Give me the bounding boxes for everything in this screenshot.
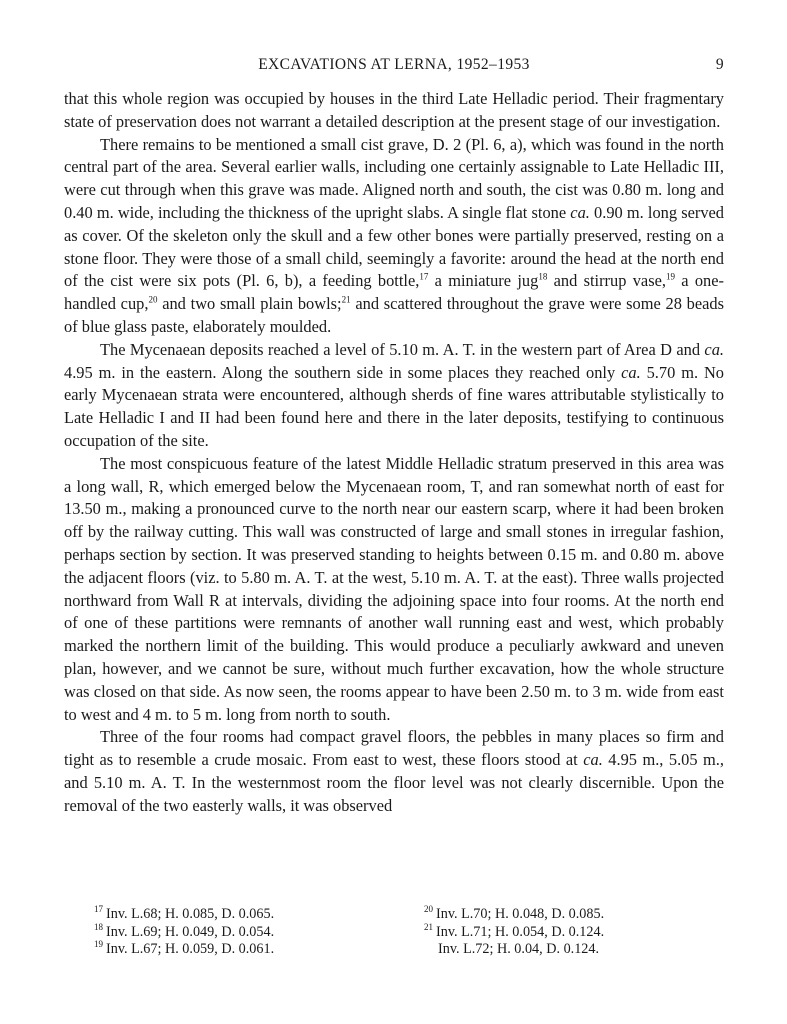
footnote-ref-17[interactable]: 17 [419,271,429,282]
footnote-19: $^{19}$ Inv. L.67; H. 0.059, D. 0.061. [94,939,275,958]
footnotes-right-column [424,906,744,959]
paragraph-3: The Mycenaean deposits reached a level of 5.10 m. A. T. in the western part of Area D and ca. 4.95 m. in the eastern. Along the southern side in some places they reached only ca. 5.70 m. No early Mycenaean strata were encountered, although sherds of fine wares attributable stylistically to Late Helladic I and II had been found here and there in the later deposits, testifying to continuous occupation of the site. [64,339,724,450]
circa-abbrev: ca. [704,339,724,359]
footnotes-left-column [94,906,414,959]
footnote-21-continued: Inv. L.72; H. 0.04, D. 0.124. [438,941,600,958]
footnote-ref-21[interactable]: 21 [341,294,351,305]
footnote-21: $^{21}$ Inv. L.71; H. 0.054, D. 0.124. [424,921,605,940]
paragraph-1: that this whole region was occupied by houses in the third Late Helladic period. Their fragmentary state of preservation does not warrant a detailed description at the present stage of our investigation. [64,89,724,131]
paragraph-4: The most conspicuous feature of the latest Middle Helladic stratum preserved in this area was a long wall, R, which emerged below the Mycenaean room, T, and ran somewhat north of east for 13.50 m., making a pronounced curve to the north near our eastern scarp, where it had been broken off by the railway cutting. This wall was constructed of large and small stones in irregular fashion, perhaps section by section. It was preserved standing to heights between 0.15 m. and 0.80 m. above the adjacent floors (viz. to 5.80 m. A. T. at the west, 5.10 m. A. T. at the east). Three walls projected northward from Wall R at intervals, dividing the adjoining space into four rooms. At the north end of one of these partitions were remnants of another wall running east and west, which probably marked the northern limit of the building. This would produce a peculiarly awkward and uneven plan, however, and we cannot be sure, without much further excavation, how the whole structure was closed on that side. As now seen, the rooms appear to have been 2.50 m. to 3 m. wide from east to west and 4 m. to 5 m. long from north to south. [64,453,724,724]
body-text [64,88,724,818]
footnote-ref-20[interactable]: 20 [148,294,158,305]
paragraph-2: There remains to be mentioned a small cist grave, D. 2 (Pl. 6, a), which was found in the north central part of the area. Several earlier walls, including one certainly assignable to Late Helladic III, were cut through when this grave was made. Aligned north and south, the cist was 0.80 m. long and 0.40 m. wide, including the thickness of the upright slabs. A single flat stone ca. 0.90 m. long served as cover. Of the skeleton only the skull and a few other bones were partially preserved, resting on a stone floor. They were those of a small child, seemingly a favorite: around the head at the north end of the cist were six pots (Pl. 6, b), a feeding bottle,$^{17}$ a miniature jug$^{18}$ and stirrup vase,$^{19}$ a one-handled cup,$^{20}$ and two small plain bowls;$^{21}$ and scattered throughout the grave were some 28 beads of blue glass paste, elaborately moulded. [64,134,724,336]
circa-abbrev: ca. [621,362,641,382]
running-title: EXCAVATIONS AT LERNA, 1952–1953 [258,56,530,73]
paragraph-5: Three of the four rooms had compact gravel floors, the pebbles in many places so firm and tight as to resemble a crude mosaic. From east to west, these floors stood at ca. 4.95 m., 5.05 m., and 5.10 m. A. T. In the westernmost room the floor level was not clearly discernible. Upon the removal of the two easterly walls, it was observed [64,727,725,815]
footnote-ref-18[interactable]: 18 [538,271,548,282]
running-head [64,56,724,78]
page-number: 9 [715,56,724,73]
footnote-20: $^{20}$ Inv. L.70; H. 0.048, D. 0.085. [424,904,605,922]
footnote-18: $^{18}$ Inv. L.69; H. 0.049, D. 0.054. [94,921,275,940]
footnote-ref-19[interactable]: 19 [665,271,675,282]
footnote-17: $^{17}$ Inv. L.68; H. 0.085, D. 0.065. [94,904,275,922]
circa-abbrev: ca. [570,202,590,222]
circa-abbrev: ca. [583,750,603,770]
